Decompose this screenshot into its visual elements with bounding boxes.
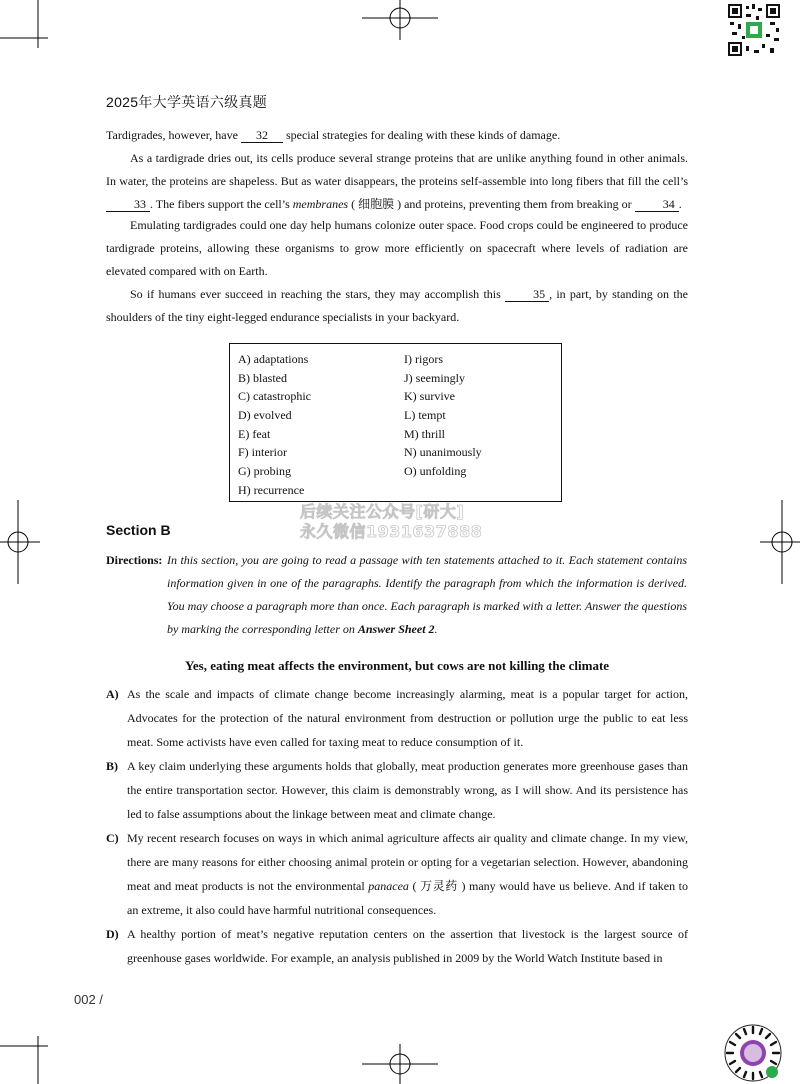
watermark: 后续关注公众号[研大] 永久微信1931637888 <box>300 502 483 541</box>
blank-33: 33 <box>106 197 150 212</box>
paragraph-text: As the scale and impacts of climate change become increasingly alarming, meat is a popular target for action, Advocates for the protection of the natural environment from destruction or pollution urge the public to eat less meat. Some activists have even called for taxing meat to reduce consumption of it. <box>127 687 688 749</box>
option-item: B) blasted <box>238 370 287 385</box>
option-item: A) adaptations <box>238 352 309 366</box>
option-item: N) unanimously <box>404 445 482 460</box>
paragraph-text: A healthy portion of meat’s negative reputation centers on the assertion that livestock is the largest source of greenhouse gases worldwide. For example, an analysis published in 2009 by the World Watch Institute based in <box>127 927 688 965</box>
directions-label: Directions: <box>106 553 163 567</box>
option-item: F) interior <box>238 445 287 460</box>
option-item: D) evolved <box>238 408 292 423</box>
paragraph-label: A) <box>106 687 119 701</box>
option-item: J) seemingly <box>404 370 465 385</box>
paragraph-b <box>106 754 688 826</box>
option-item: K) survive <box>404 389 455 404</box>
blank-32: 32 <box>241 128 283 143</box>
option-item: C) catastrophic <box>238 389 311 404</box>
page-number: 002 / <box>74 992 103 1007</box>
passage-paragraph-4: So if humans ever succeed in reaching the stars, they may accomplish this 35 , in part, by standing on the shoulders of the tiny eight-legged endurance specialists in your backyard. <box>106 287 688 324</box>
option-item: L) tempt <box>404 408 446 423</box>
blank-34: 34 <box>635 197 679 212</box>
option-item: O) unfolding <box>404 464 467 479</box>
blank-35: 35 <box>505 287 549 302</box>
word-bank-right-column <box>404 350 482 481</box>
passage-paragraph-3: Emulating tardigrades could one day help humans colonize outer space. Food crops could be engineered to produce tardigrade proteins, allowing these organisms to grow more efficiently on spacecraft where levels of radiation are elevated compared with on Earth. <box>106 218 688 278</box>
paragraph-c <box>106 826 688 922</box>
passage-paragraph-2: As a tardigrade dries out, its cells produce several strange proteins that are unlike anything found in other animals. In water, the proteins are shapeless. But as water disappears, the proteins self-assemble into long fibers that fill the cell’s 33 . The fibers support the cell’s membranes ( 细胞膜 ) and proteins, preventing them from breaking or 34 . <box>106 151 688 211</box>
option-item: H) recurrence <box>238 482 305 497</box>
word-bank-box <box>229 343 562 502</box>
directions-text: In this section, you are going to read a passage with ten statements attached to it. Each statement contains information given in one of the paragraphs. Identify the paragraph from which the information is derived. You may choose a paragraph more than once. Each paragraph is marked with a letter. Answer the questions by marking the corresponding letter on Answer Sheet 2. <box>167 553 687 636</box>
section-heading: Section B <box>106 522 171 538</box>
qr-code <box>726 2 782 58</box>
passage-paragraph-1: Tardigrades, however, have 32 special strategies for dealing with these kinds of damage. <box>106 128 561 142</box>
option-item: G) probing <box>238 464 291 479</box>
word-bank-left-column <box>238 350 311 500</box>
paragraph-d <box>106 922 688 970</box>
option-item: I) rigors <box>404 352 443 366</box>
mini-program-code <box>724 1024 782 1082</box>
paragraph-label: B) <box>106 759 118 773</box>
passage-title: Yes, eating meat affects the environment, but cows are not killing the climate <box>184 658 610 673</box>
paragraph-label: D) <box>106 927 119 941</box>
option-item: M) thrill <box>404 426 445 441</box>
option-item: E) feat <box>238 426 271 441</box>
page-header-title: 2025年大学英语六级真题 <box>106 94 268 110</box>
paragraph-text: A key claim underlying these arguments holds that globally, meat production generates more greenhouse gases than the entire transportation sector. However, this claim is demonstrably wrong, as I will show. And its persistence has led to false assumptions about the linkage between meat and climate change. <box>127 759 688 821</box>
paragraph-a <box>106 682 688 754</box>
paragraph-label: C) <box>106 831 119 845</box>
paragraph-text: My recent research focuses on ways in which animal agriculture affects air quality and climate change. In my view, there are many reasons for either choosing animal protein or opting for a vegetarian selection. However, abandoning meat and meat products is not the environmental panacea ( 万灵药 ) many would have us believe. And if taken to an extreme, it also could have harmful nutritional consequences. <box>127 831 688 917</box>
